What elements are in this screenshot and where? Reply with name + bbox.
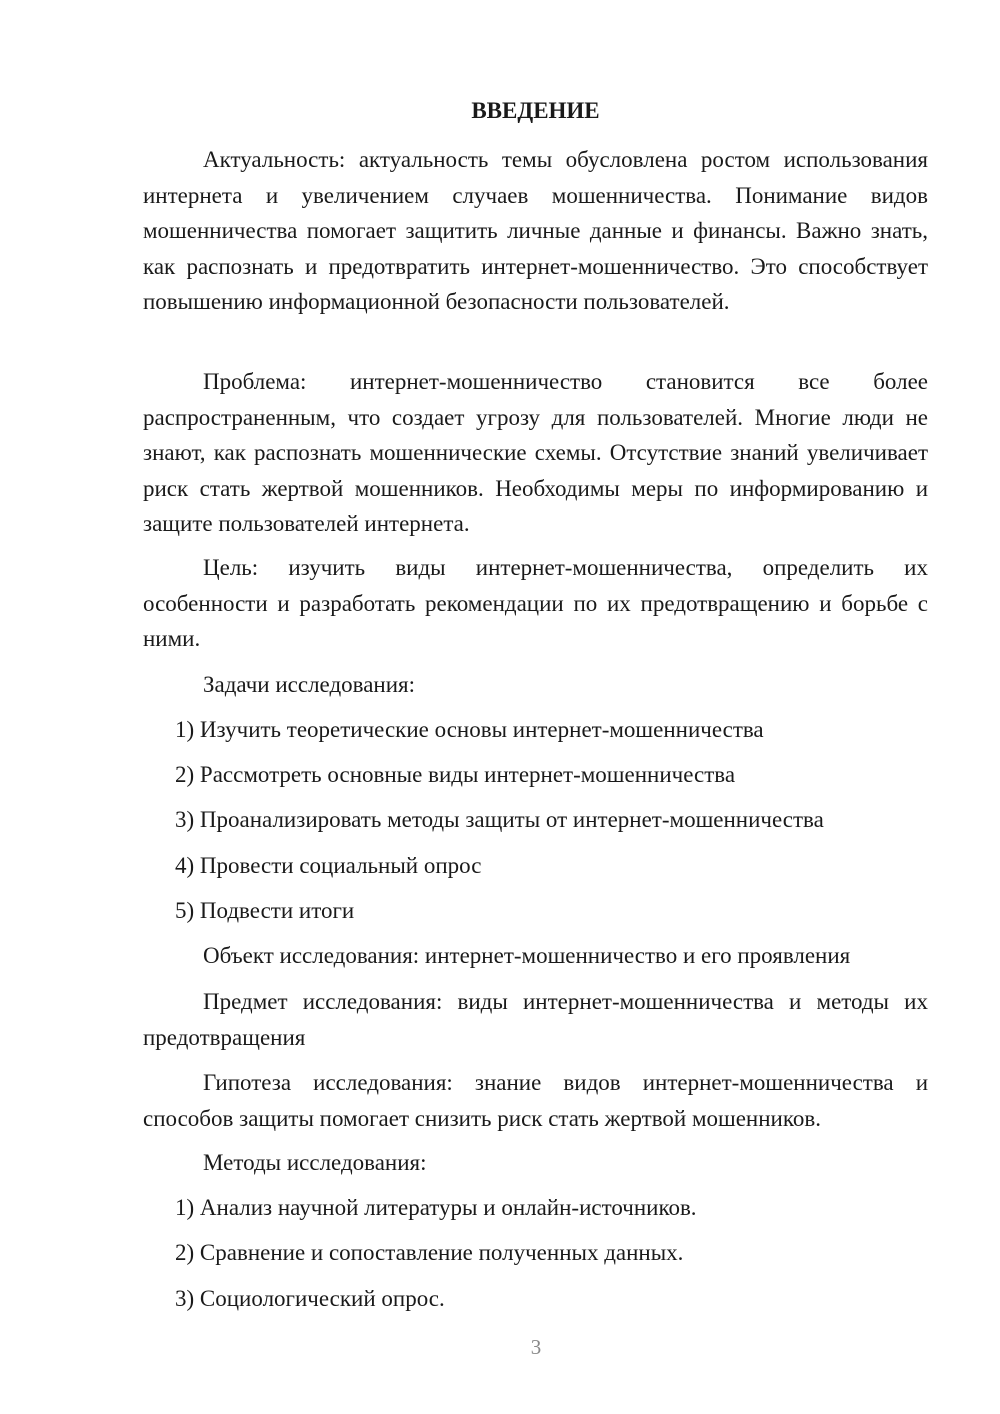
task-item: 5) Подвести итоги	[175, 898, 355, 923]
object-line: Объект исследования: интернет-мошенничество и его проявления	[203, 943, 851, 968]
goal-paragraph: Цель: изучить виды интернет-мошенничества, определить их особенности и разработать рекомендации по их предотвращению и борьбе с ними.	[143, 555, 928, 651]
tasks-heading: Задачи исследования:	[203, 672, 416, 697]
task-item: 3) Проанализировать методы защиты от интернет-мошенничества	[175, 807, 824, 832]
method-item: 3) Социологический опрос.	[175, 1286, 445, 1311]
hypothesis-paragraph: Гипотеза исследования: знание видов интернет-мошенничества и способов защиты помогает снизить риск стать жертвой мошенников.	[143, 1070, 928, 1131]
section-title: ВВЕДЕНИЕ	[471, 98, 600, 123]
task-item: 2) Рассмотреть основные виды интернет-мошенничества	[175, 762, 736, 787]
method-item: 2) Сравнение и сопоставление полученных данных.	[175, 1240, 684, 1265]
methods-heading: Методы исследования:	[203, 1150, 427, 1175]
problem-paragraph: Проблема: интернет-мошенничество становится все более распространенным, что создает угрозу для пользователей. Многие люди не знают, как распознать мошеннические схемы. Отсутствие знаний увеличивает риск стать жертвой мошенников. Необходимы меры по информированию и защите пользователей интернета.	[143, 369, 928, 536]
relevance-paragraph: Актуальность: актуальность темы обусловлена ростом использования интернета и увеличением случаев мошенничества. Понимание видов мошенничества помогает защитить личные данные и финансы. Важно знать, как распознать и предотвратить интернет-мошенничество. Это способствует повышению информационной безопасности пользователей.	[143, 147, 928, 314]
task-item: 1) Изучить теоретические основы интернет-мошенничества	[175, 717, 764, 742]
subject-paragraph: Предмет исследования: виды интернет-мошенничества и методы их предотвращения	[143, 989, 928, 1050]
method-item: 1) Анализ научной литературы и онлайн-источников.	[175, 1195, 697, 1220]
page-number: 3	[530, 1335, 542, 1359]
task-item: 4) Провести социальный опрос	[175, 853, 482, 878]
